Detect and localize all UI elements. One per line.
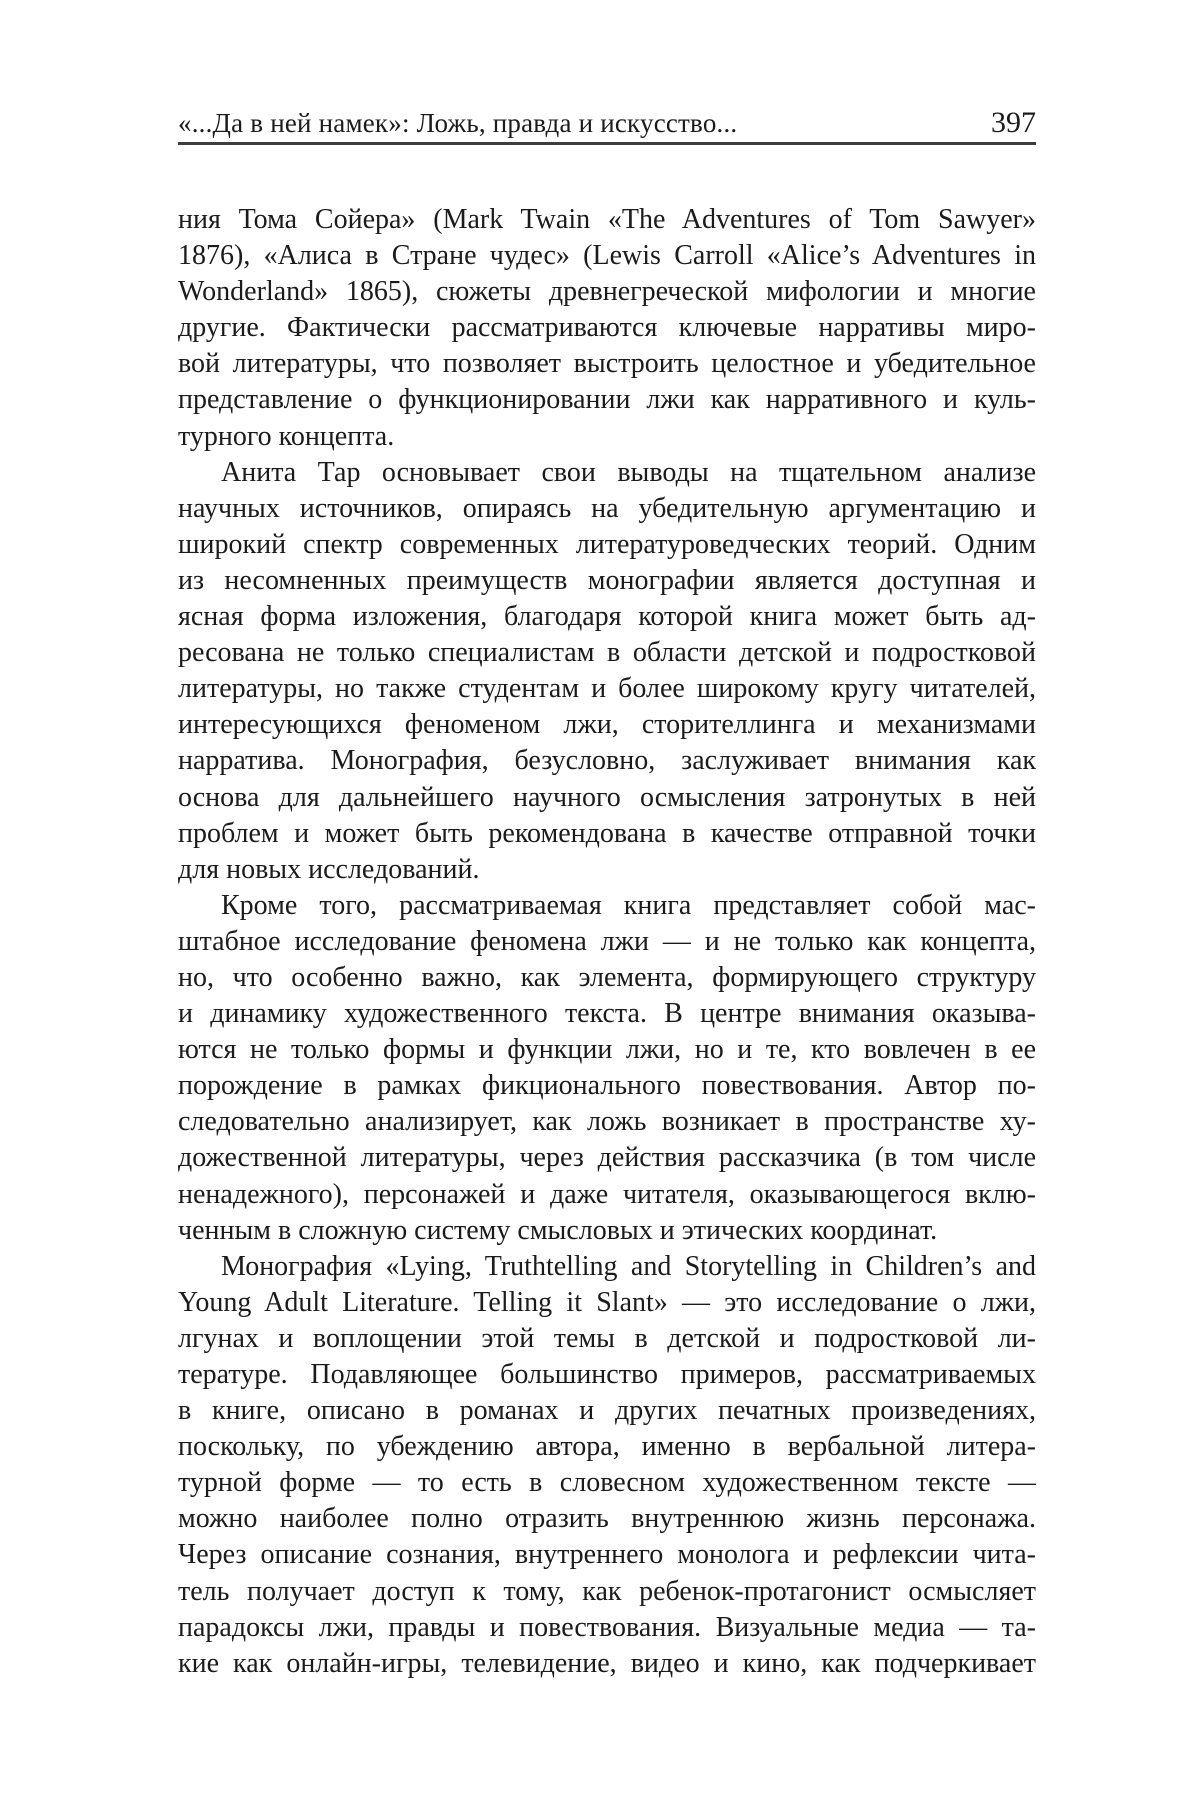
text-line-p1-3: Wonderland» 1865), сюжеты древнегреческой мифологии и многие <box>178 276 1036 308</box>
text-line-p3-3: но, что особенно важно, как элемента, формирующего структуру <box>178 961 1036 993</box>
text-line-p4-7: турной форме — то есть в словесном художественном тексте — <box>178 1467 1036 1499</box>
text-line-p2-6: ресована не только специалистам в области детской и подростковой <box>178 637 1036 669</box>
text-line-p2-10: основа для дальнейшего научного осмысления затронутых в ней <box>178 781 1036 813</box>
text-line-p3-8: дожественной литературы, через действия рассказчика (в том числе <box>178 1142 1036 1174</box>
text-line-p1-4: другие. Фактически рассматриваются ключевые нарративы миро- <box>178 312 1036 344</box>
text-line-p4-4: тературе. Подавляющее большинство примеров, рассматриваемых <box>178 1359 1036 1390</box>
page-body <box>178 202 1036 1682</box>
running-header-title: «...Да в ней намек»: Ложь, правда и искусство... <box>178 108 738 138</box>
text-line-p4-1: Монография «Lying, Truthtelling and Storytelling in Children’s and <box>221 1250 1036 1282</box>
text-line-p4-5: в книге, описано в романах и других печатных произведениях, <box>178 1395 1036 1427</box>
text-line-p2-4: из несомненных преимуществ монографии является доступная и <box>178 564 1036 596</box>
header-rule <box>178 142 1036 145</box>
page-number: 397 <box>991 106 1036 139</box>
text-line-p2-8: интересующихся феноменом лжи, сторителлинга и механизмами <box>178 709 1036 741</box>
text-line-p4-10: тель получает доступ к тому, как ребенок-протагонист осмысляет <box>178 1575 1036 1607</box>
text-line-p2-5: ясная форма изложения, благодаря которой книга может быть ад- <box>178 601 1036 633</box>
text-line-p3-5: ются не только формы и функции лжи, но и те, кто вовлечен в ее <box>178 1034 1036 1066</box>
text-line-p4-9: Через описание сознания, внутреннего монолога и рефлексии чита- <box>178 1539 1036 1571</box>
text-line-p2-11: проблем и может быть рекомендована в качестве отправной точки <box>178 817 1036 849</box>
text-line-p4-8: можно наиболее полно отразить внутреннюю жизнь персонажа. <box>178 1503 1036 1535</box>
text-line-p2-7: литературы, но также студентам и более широкому кругу читателей, <box>178 673 1036 705</box>
text-line-p4-2: Young Adult Literature. Telling it Slant» — это исследование о лжи, <box>178 1286 1036 1318</box>
text-line-p4-12: кие как онлайн-игры, телевидение, видео и кино, как подчеркивает <box>178 1647 1036 1679</box>
text-line-p1-7: турного концепта. <box>178 420 395 452</box>
text-line-p4-3: лгунах и воплощении этой темы в детской и подростковой ли- <box>178 1322 1036 1354</box>
text-line-p3-9: ненадежного), персонажей и даже читателя, оказывающегося вклю- <box>178 1178 1036 1210</box>
text-line-p3-6: порождение в рамках фикционального повествования. Автор по- <box>178 1070 1036 1102</box>
text-line-p2-1: Анита Тар основывает свои выводы на тщательном анализе <box>221 456 1036 488</box>
text-line-p3-7: следовательно анализирует, как ложь возникает в пространстве ху- <box>178 1106 1036 1138</box>
text-line-p1-5: вой литературы, что позволяет выстроить целостное и убедительное <box>178 348 1036 380</box>
text-line-p4-11: парадоксы лжи, правды и повествования. Визуальные медиа — та- <box>178 1611 1036 1643</box>
text-line-p2-2: научных источников, опираясь на убедительную аргументацию и <box>178 492 1036 524</box>
text-line-p3-2: штабное исследование феномена лжи — и не только как концепта, <box>178 925 1036 957</box>
text-line-p1-1: ния Тома Сойера» (Mark Twain «The Adventures of Tom Sawyer» <box>178 204 1036 235</box>
text-line-p3-10: ченным в сложную систему смысловых и этических координат. <box>178 1214 938 1246</box>
text-line-p3-1: Кроме того, рассматриваемая книга представляет собой мас- <box>221 889 1036 921</box>
text-line-p4-6: поскольку, по убеждению автора, именно в вербальной литера- <box>178 1431 1036 1463</box>
text-line-p1-6: представление о функционировании лжи как нарративного и куль- <box>178 384 1036 416</box>
running-header <box>178 106 1036 140</box>
text-line-p2-9: нарратива. Монография, безусловно, заслуживает внимания как <box>178 745 1036 777</box>
text-line-p3-4: и динамику художественного текста. В центре внимания оказыва- <box>178 998 1036 1030</box>
text-line-p2-12: для новых исследований. <box>178 853 480 885</box>
text-line-p1-2: 1876), «Алиса в Стране чудес» (Lewis Carroll «Alice’s Adventures in <box>178 240 1036 272</box>
text-line-p2-3: широкий спектр современных литературоведческих теорий. Одним <box>178 528 1036 560</box>
